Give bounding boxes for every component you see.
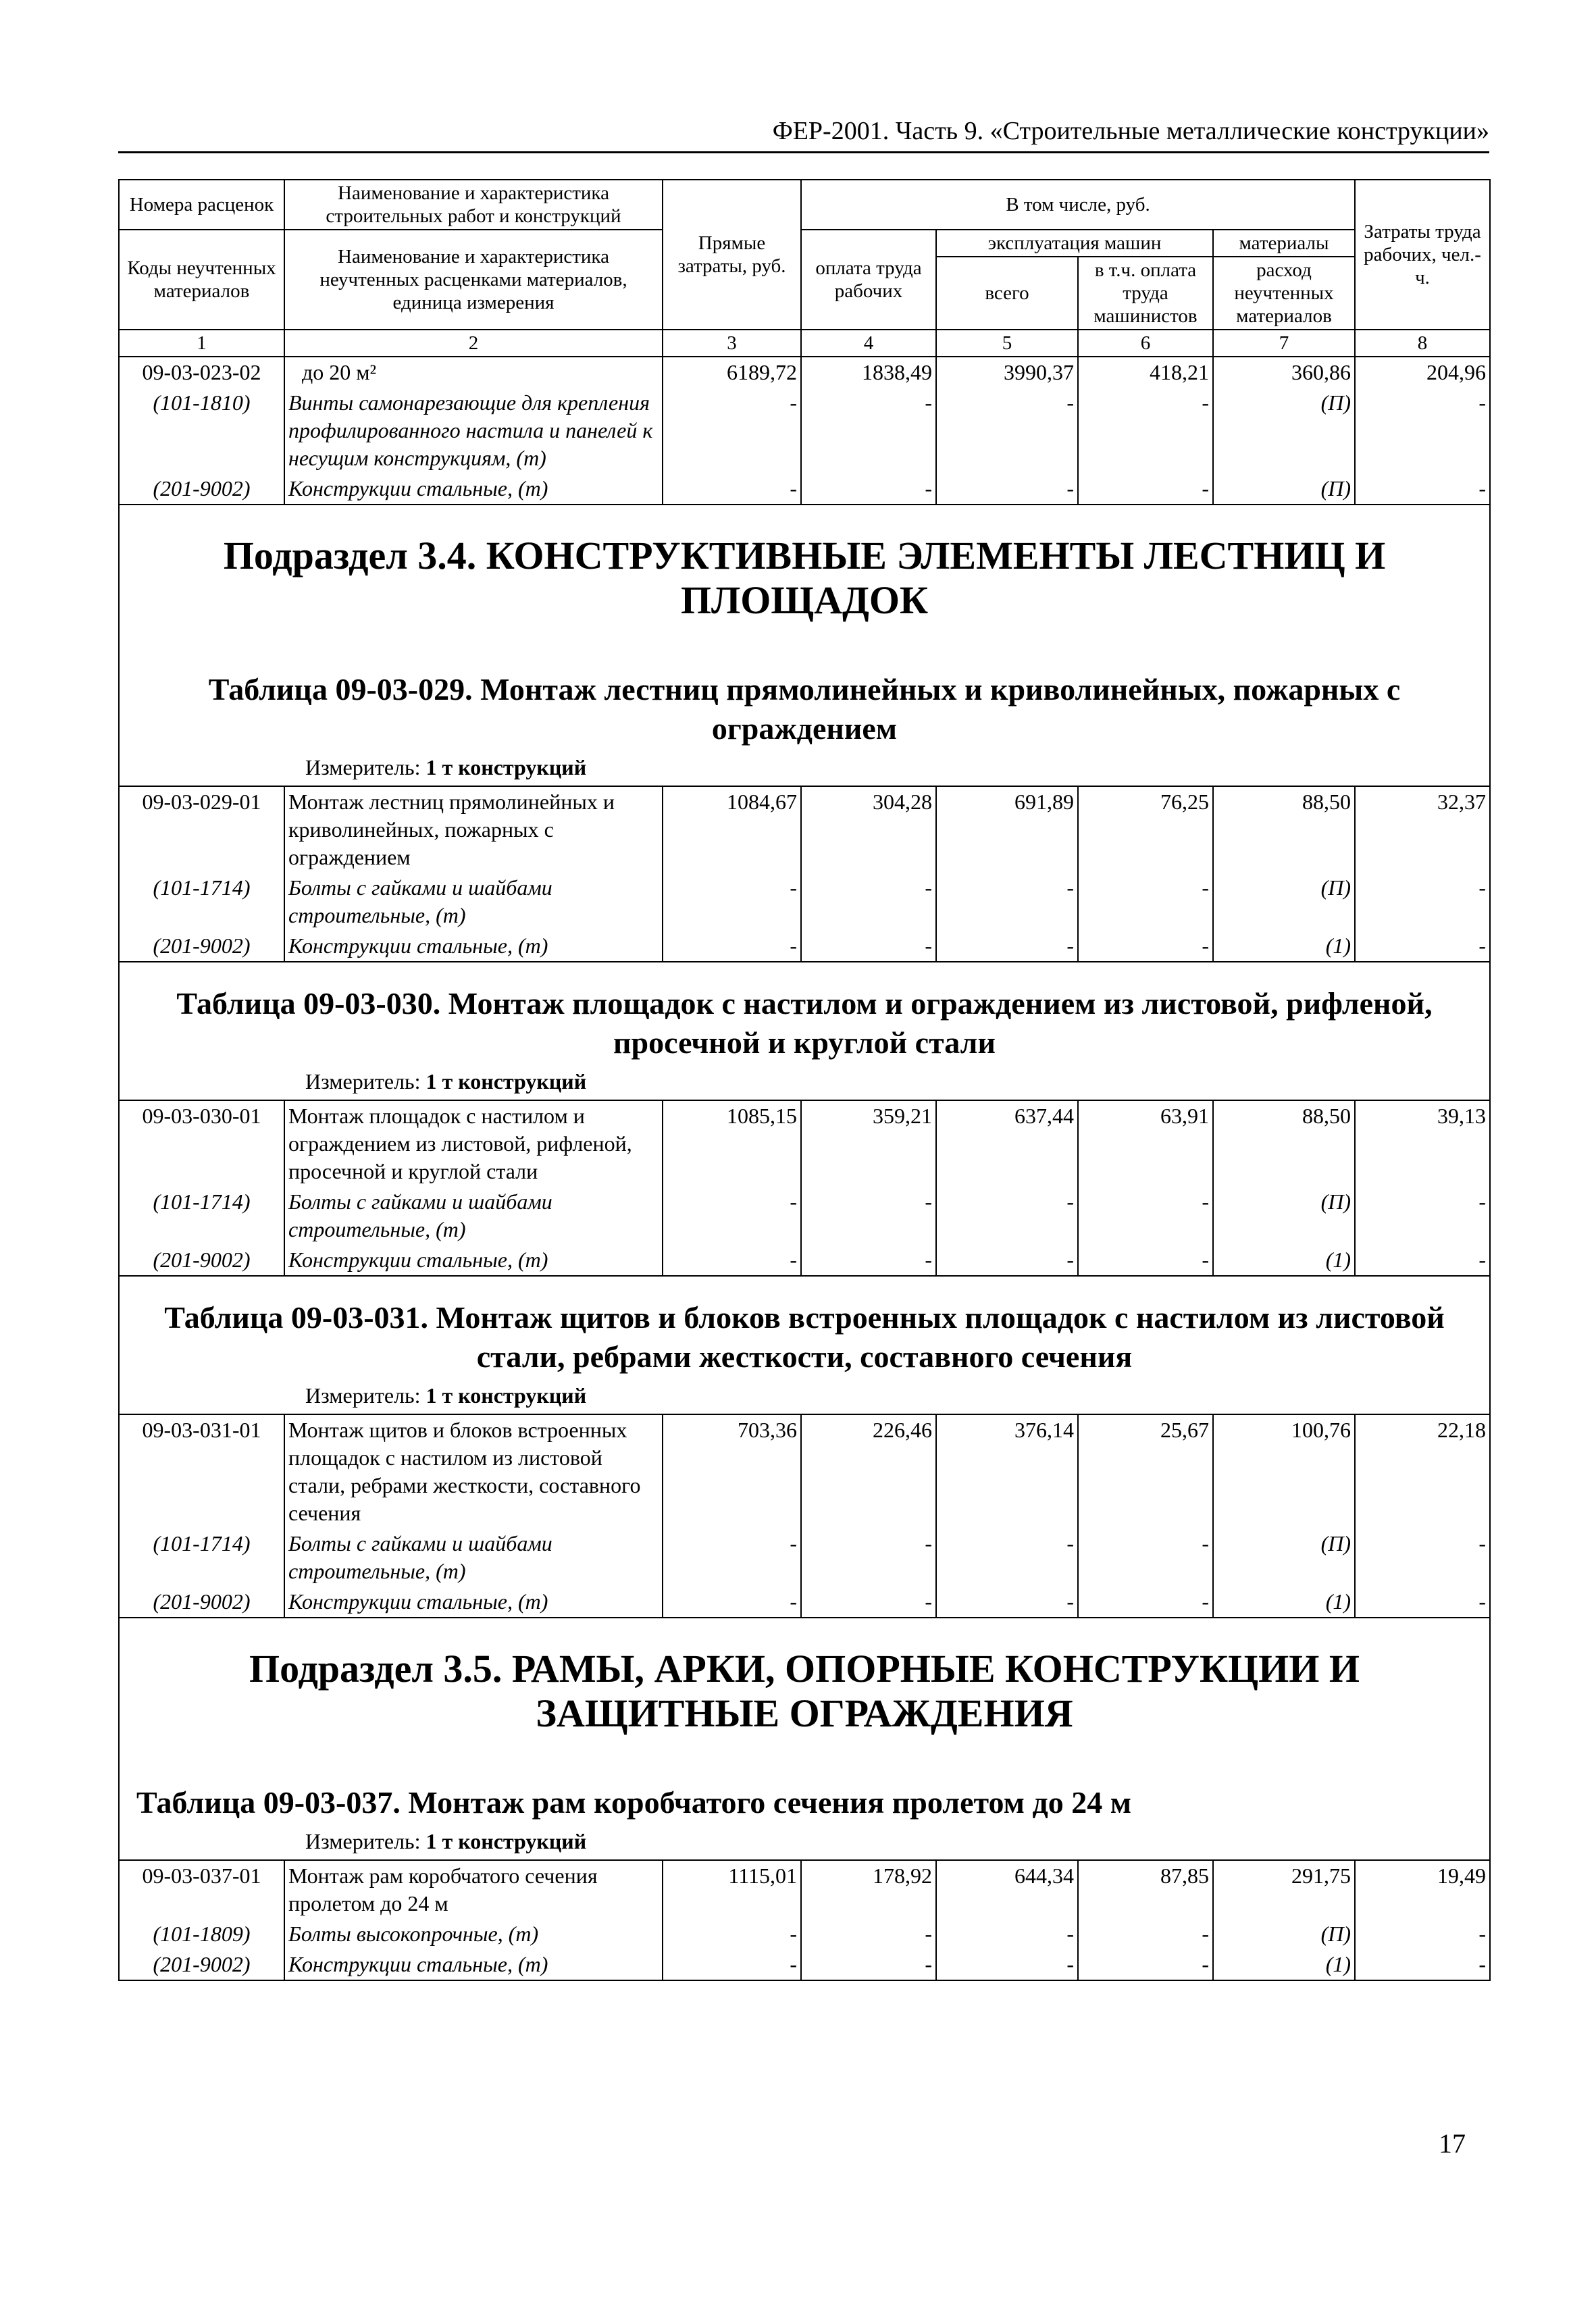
table-title: Таблица 09-03-030. Монтаж площадок с настилом и ограждением из листовой, рифленой, просечной и круглой стали — [176, 986, 1433, 1060]
col2-top: Наименование и характеристика строительных работ и конструкций — [284, 180, 663, 230]
value-cell: 637,44 — [936, 1100, 1078, 1187]
material-code: (101-1810) — [119, 388, 284, 473]
value-cell: - — [801, 473, 936, 505]
rate-name: Монтаж рам коробчатого сечения пролетом до 24 м — [284, 1860, 663, 1919]
measure-line — [123, 748, 1486, 784]
rate-name: Монтаж щитов и блоков встроенных площадок с настилом из листовой стали, ребрами жесткости, составного сечения — [284, 1414, 663, 1528]
value-cell: - — [801, 1949, 936, 1980]
value-cell: (П) — [1213, 1528, 1355, 1587]
value-cell: 703,36 — [663, 1414, 801, 1528]
value-cell: - — [1078, 388, 1213, 473]
rate-code: 09-03-037-01 — [119, 1860, 284, 1919]
value-cell: - — [1078, 1245, 1213, 1276]
value-cell: - — [801, 388, 936, 473]
value-cell: - — [1078, 1919, 1213, 1949]
table-header — [119, 180, 1490, 357]
value-cell: - — [663, 931, 801, 962]
value-cell: - — [1078, 873, 1213, 931]
value-cell: (П) — [1213, 873, 1355, 931]
table-row — [119, 1919, 1490, 1949]
col-num: 1 — [119, 330, 284, 357]
value-cell: 88,50 — [1213, 1100, 1355, 1187]
col8-header: Затраты труда рабочих, чел.-ч. — [1355, 180, 1490, 330]
table-row — [119, 1414, 1490, 1528]
value-cell: - — [936, 388, 1078, 473]
value-cell: - — [936, 1919, 1078, 1949]
value-cell: - — [801, 873, 936, 931]
value-cell: 376,14 — [936, 1414, 1078, 1528]
material-code: (101-1809) — [119, 1919, 284, 1949]
value-cell: - — [1355, 1587, 1490, 1618]
col3-header: Прямые затраты, руб. — [663, 180, 801, 330]
value-cell: - — [936, 1587, 1078, 1618]
material-name: Конструкции стальные, (т) — [284, 473, 663, 505]
material-name: Конструкции стальные, (т) — [284, 931, 663, 962]
value-cell: (1) — [1213, 931, 1355, 962]
col6-header: в т.ч. оплата труда машинистов — [1078, 257, 1213, 330]
value-cell: - — [663, 1919, 801, 1949]
page-number: 17 — [1439, 2128, 1466, 2159]
value-cell: - — [1078, 1528, 1213, 1587]
rate-name: Монтаж лестниц прямолинейных и криволинейных, пожарных с ограждением — [284, 786, 663, 873]
value-cell: 6189,72 — [663, 357, 801, 388]
value-cell: - — [936, 1949, 1078, 1980]
table-row — [119, 931, 1490, 962]
value-cell: - — [936, 473, 1078, 505]
value-cell: - — [1078, 473, 1213, 505]
value-cell: - — [1355, 1919, 1490, 1949]
machines-header: эксплуатация машин — [936, 230, 1213, 257]
value-cell: 19,49 — [1355, 1860, 1490, 1919]
value-cell: - — [663, 473, 801, 505]
value-cell: - — [663, 1587, 801, 1618]
measure-label: Измеритель: — [305, 1829, 421, 1853]
value-cell: 100,76 — [1213, 1414, 1355, 1528]
col1-top: Номера расценок — [119, 180, 284, 230]
value-cell: 291,75 — [1213, 1860, 1355, 1919]
col4-header: оплата труда рабочих — [801, 230, 936, 330]
value-cell: 3990,37 — [936, 357, 1078, 388]
col-num: 2 — [284, 330, 663, 357]
col-num: 4 — [801, 330, 936, 357]
value-cell: - — [801, 1587, 936, 1618]
rate-code: 09-03-031-01 — [119, 1414, 284, 1528]
material-name: Конструкции стальные, (т) — [284, 1949, 663, 1980]
value-cell: 360,86 — [1213, 357, 1355, 388]
material-name: Конструкции стальные, (т) — [284, 1587, 663, 1618]
value-cell: 76,25 — [1078, 786, 1213, 873]
value-cell: - — [801, 1245, 936, 1276]
material-code: (201-9002) — [119, 473, 284, 505]
rate-name: до 20 м² — [284, 357, 663, 388]
rate-code: 09-03-029-01 — [119, 786, 284, 873]
value-cell: - — [1078, 1949, 1213, 1980]
col-num: 3 — [663, 330, 801, 357]
table-row — [119, 1587, 1490, 1618]
value-cell: 418,21 — [1078, 357, 1213, 388]
col-num: 7 — [1213, 330, 1355, 357]
subsection-title: Подраздел 3.5. РАМЫ, АРКИ, ОПОРНЫЕ КОНСТРУКЦИИ И ЗАЩИТНЫЕ ОГРАЖДЕНИЯ — [249, 1647, 1360, 1735]
subsection-title: Подраздел 3.4. КОНСТРУКТИВНЫЕ ЭЛЕМЕНТЫ ЛЕСТНИЦ И ПЛОЩАДОК — [223, 534, 1386, 622]
table-row — [119, 473, 1490, 505]
material-name: Винты самонарезающие для крепления профилированного настила и панелей к несущим конструкциям, (т) — [284, 388, 663, 473]
material-code: (101-1714) — [119, 1187, 284, 1245]
material-name: Болты с гайками и шайбами строительные, (т) — [284, 1187, 663, 1245]
value-cell: (П) — [1213, 388, 1355, 473]
value-cell: - — [801, 931, 936, 962]
section-block — [119, 505, 1490, 786]
value-cell: 25,67 — [1078, 1414, 1213, 1528]
table-row — [119, 1860, 1490, 1919]
incl-header: В том числе, руб. — [801, 180, 1355, 230]
value-cell: - — [801, 1919, 936, 1949]
value-cell: - — [663, 1187, 801, 1245]
table-row — [119, 1245, 1490, 1276]
value-cell: 204,96 — [1355, 357, 1490, 388]
value-cell: (1) — [1213, 1245, 1355, 1276]
col2-bottom: Наименование и характеристика неучтенных расценками материалов, единица измерения — [284, 230, 663, 330]
col5-header: всего — [936, 257, 1078, 330]
table-row — [119, 357, 1490, 388]
measure-line — [123, 1822, 1486, 1858]
col1-bottom: Коды неучтенных материалов — [119, 230, 284, 330]
value-cell: 63,91 — [1078, 1100, 1213, 1187]
table-row — [119, 1187, 1490, 1245]
measure-label: Измеритель: — [305, 1069, 421, 1094]
material-name: Болты с гайками и шайбами строительные, (т) — [284, 1528, 663, 1587]
value-cell: 39,13 — [1355, 1100, 1490, 1187]
value-cell: 226,46 — [801, 1414, 936, 1528]
col7-header: расход неучтенных материалов — [1213, 257, 1355, 330]
table-row — [119, 1949, 1490, 1980]
material-name: Болты с гайками и шайбами строительные, (т) — [284, 873, 663, 931]
measure-value: 1 т конструкций — [426, 1829, 587, 1853]
table-title: Таблица 09-03-031. Монтаж щитов и блоков встроенных площадок с настилом из листовой стали, ребрами жесткости, составного сечения — [164, 1300, 1445, 1374]
value-cell: 304,28 — [801, 786, 936, 873]
value-cell: - — [936, 873, 1078, 931]
value-cell: 1838,49 — [801, 357, 936, 388]
value-cell: - — [663, 1949, 801, 1980]
value-cell: - — [1355, 1187, 1490, 1245]
value-cell: (1) — [1213, 1587, 1355, 1618]
value-cell: 32,37 — [1355, 786, 1490, 873]
material-code: (201-9002) — [119, 1587, 284, 1618]
measure-line — [123, 1377, 1486, 1412]
section-block — [119, 1618, 1490, 1860]
value-cell: 22,18 — [1355, 1414, 1490, 1528]
value-cell: - — [1355, 473, 1490, 505]
value-cell: - — [936, 1187, 1078, 1245]
value-cell: - — [663, 873, 801, 931]
value-cell: - — [801, 1528, 936, 1587]
value-cell: (П) — [1213, 1919, 1355, 1949]
measure-value: 1 т конструкций — [426, 1069, 587, 1094]
rate-code: 09-03-023-02 — [119, 357, 284, 388]
value-cell: (П) — [1213, 1187, 1355, 1245]
measure-value: 1 т конструкций — [426, 755, 587, 779]
material-code: (201-9002) — [119, 1949, 284, 1980]
col-num: 8 — [1355, 330, 1490, 357]
value-cell: - — [1078, 931, 1213, 962]
table-row — [119, 388, 1490, 473]
rate-name: Монтаж площадок с настилом и ограждением из листовой, рифленой, просечной и круглой стали — [284, 1100, 663, 1187]
value-cell: 88,50 — [1213, 786, 1355, 873]
value-cell: - — [1355, 388, 1490, 473]
measure-label: Измеритель: — [305, 1383, 421, 1408]
table-row — [119, 786, 1490, 873]
value-cell: 178,92 — [801, 1860, 936, 1919]
value-cell: 359,21 — [801, 1100, 936, 1187]
material-code: (201-9002) — [119, 931, 284, 962]
value-cell: - — [936, 1245, 1078, 1276]
section-block — [119, 1276, 1490, 1414]
section-block — [119, 962, 1490, 1100]
col-num: 6 — [1078, 330, 1213, 357]
rates-table — [118, 179, 1491, 1981]
material-name: Болты высокопрочные, (т) — [284, 1919, 663, 1949]
value-cell: - — [663, 1245, 801, 1276]
value-cell: - — [936, 1528, 1078, 1587]
rate-code: 09-03-030-01 — [119, 1100, 284, 1187]
value-cell: - — [936, 931, 1078, 962]
material-code: (101-1714) — [119, 873, 284, 931]
material-name: Конструкции стальные, (т) — [284, 1245, 663, 1276]
value-cell: - — [1355, 873, 1490, 931]
table-row — [119, 873, 1490, 931]
value-cell: - — [1355, 1528, 1490, 1587]
value-cell: 691,89 — [936, 786, 1078, 873]
table-row — [119, 1100, 1490, 1187]
value-cell: (П) — [1213, 473, 1355, 505]
table-title: Таблица 09-03-037. Монтаж рам коробчатого сечения пролетом до 24 м — [136, 1785, 1132, 1820]
value-cell: - — [801, 1187, 936, 1245]
value-cell: - — [1078, 1587, 1213, 1618]
value-cell: 644,34 — [936, 1860, 1078, 1919]
value-cell: - — [1078, 1187, 1213, 1245]
value-cell: (1) — [1213, 1949, 1355, 1980]
value-cell: 1085,15 — [663, 1100, 801, 1187]
value-cell: - — [663, 1528, 801, 1587]
material-code: (201-9002) — [119, 1245, 284, 1276]
value-cell: 1084,67 — [663, 786, 801, 873]
value-cell: 87,85 — [1078, 1860, 1213, 1919]
measure-line — [123, 1062, 1486, 1098]
measure-label: Измеритель: — [305, 755, 421, 779]
value-cell: - — [663, 388, 801, 473]
value-cell: 1115,01 — [663, 1860, 801, 1919]
table-row — [119, 1528, 1490, 1587]
page-header: ФЕР-2001. Часть 9. «Строительные металлические конструкции» — [118, 116, 1489, 153]
value-cell: - — [1355, 931, 1490, 962]
materials-header: материалы — [1213, 230, 1355, 257]
material-code: (101-1714) — [119, 1528, 284, 1587]
measure-value: 1 т конструкций — [426, 1383, 587, 1408]
value-cell: - — [1355, 1245, 1490, 1276]
col-num: 5 — [936, 330, 1078, 357]
table-title: Таблица 09-03-029. Монтаж лестниц прямолинейных и криволинейных, пожарных с ограждением — [208, 672, 1401, 746]
value-cell: - — [1355, 1949, 1490, 1980]
